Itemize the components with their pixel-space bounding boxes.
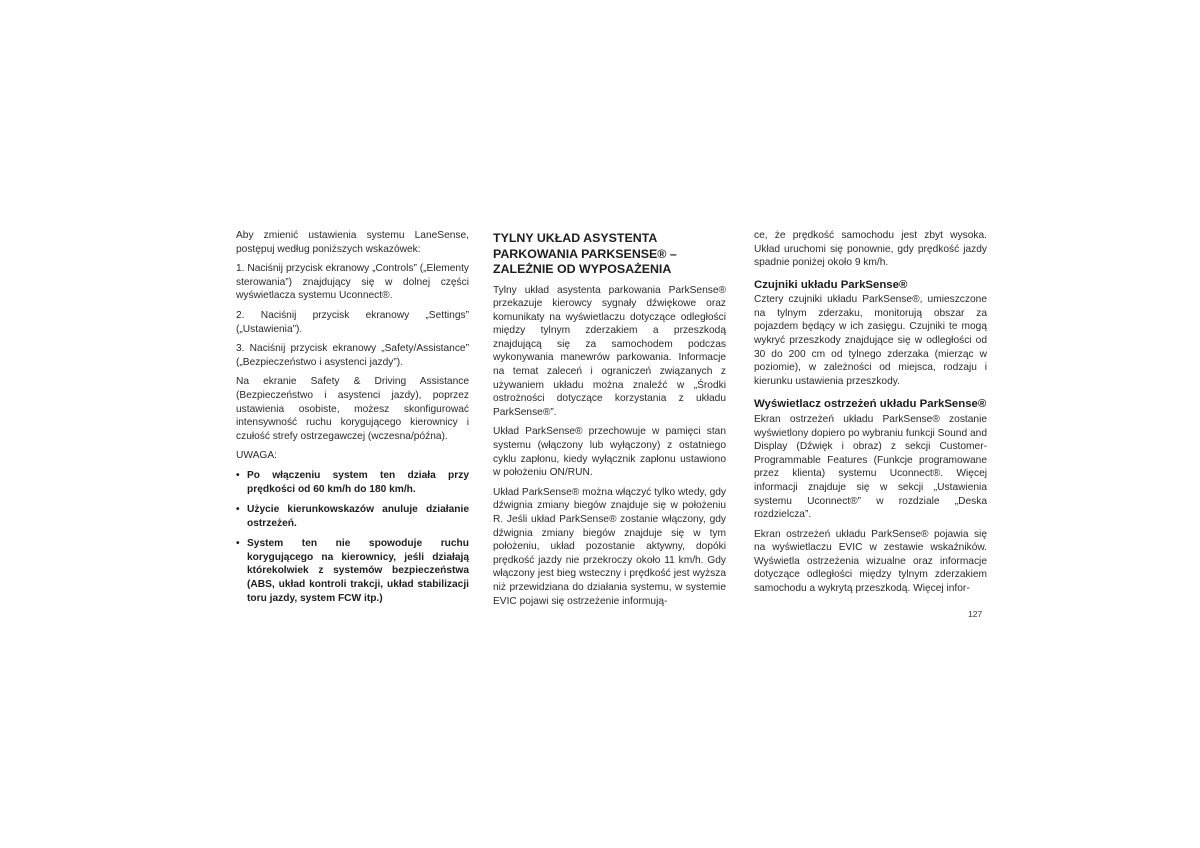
column-right bbox=[754, 229, 987, 602]
note-bullet-list bbox=[236, 469, 469, 605]
settings-paragraph: Na ekranie Safety & Driving Assistance (Bezpieczeństwo i asystenci jazdy), poprzez ustawienia osobiste, możesz skonfigurować intensywność ruchu korygującego kierownicy i czułość strefy ostrzegawczej (wczesna/późna). bbox=[236, 376, 469, 442]
bullet-icon: • bbox=[236, 504, 240, 516]
evic-paragraph: Ekran ostrzeżeń układu ParkSense® pojawia się na wyświetlaczu EVIC w zestawie wskaźników. Wyświetla ostrzeżenia wizualne oraz informacje dotyczące odległości między tylnym zderzakiem samochodu a wykrytą przeszkodą. Więcej infor- bbox=[754, 528, 987, 595]
sensors-paragraph: Cztery czujniki układu ParkSense®, umieszczone na tylnym zderzaku, monitorują obszar za pojazdem będący w ich zasięgu. Czujniki te mogą wykryć przeszkody znajdujące się w odległości od 30 do 200 cm od tylnego zderzaka (mierząc w poziomie), w zależności od miejsca, rodzaju i kierunku ustawienia przeszkody. bbox=[754, 294, 987, 387]
bullet-icon: • bbox=[236, 538, 240, 550]
note-bullet bbox=[236, 469, 469, 496]
step-2: 2. Naciśnij przycisk ekranowy „Settings” („Ustawienia”). bbox=[236, 309, 469, 335]
intro-paragraph: Aby zmienić ustawienia systemu LaneSense, postępuj według poniższych wskazówek: bbox=[236, 230, 469, 255]
parksense-memory: Układ ParkSense® przechowuje w pamięci stan systemu (włączony lub wyłączony) z ostatniego cyklu zapłonu, kiedy wyłącznik zapłonu ustawiono w położeniu ON/RUN. bbox=[493, 426, 726, 479]
parksense-activation: Układ ParkSense® można włączyć tylko wtedy, gdy dźwignia zmiany biegów znajduje się w położeniu R. Jeśli układ ParkSense® zostanie włączony, gdy dźwignia zmiany biegów znajduje się w tym położeniu, układ pozostanie aktywny, dopóki prędkość jazdy nie przekroczy około 11 km/h. Gdy włączony jest bieg wsteczny i prędkość jest wyższa niż przewidziana do działania systemu, w systemie EVIC pojawi się ostrzeżenie informują- bbox=[493, 486, 726, 607]
step-3: 3. Naciśnij przycisk ekranowy „Safety/Assistance” („Bezpieczeństwo i asystenci jazdy”). bbox=[236, 343, 469, 368]
note-bullet bbox=[236, 503, 469, 530]
note-bullet-text: Użycie kierunkowskazów anuluje działanie ostrzeżeń. bbox=[247, 504, 469, 529]
page-number: 127 bbox=[968, 609, 983, 619]
column-left bbox=[236, 229, 469, 612]
warning-display-paragraph: Ekran ostrzeżeń układu ParkSense® zostanie wyświetlony dopiero po wybraniu funkcji Sound and Display (Dźwięk i obraz) z sekcji Customer-Programmable Features (Funkcje programowane przez klienta) systemu Uconnect®. Więcej informacji znajduje się w sekcji „Ustawienia systemu Uconnect®” w rozdziale „Deska rozdzielcza”. bbox=[754, 413, 987, 521]
subheading-warning-display: Wyświetlacz ostrzeżeń układu ParkSense® bbox=[754, 398, 987, 411]
parksense-intro: Tylny układ asystenta parkowania ParkSense® przekazuje kierowcy sygnały dźwiękowe oraz komunikaty na wyświetlaczu dotyczące odległości między tylnym zderzakiem a przeszkodą znajdującą się za samochodem podczas wykonywania manewrów parkowania. Informacje na temat zaleceń i ograniczeń związanych z używaniem układu można znaleźć w „Środki ostrożności dotyczące korzystania z układu ParkSense®”. bbox=[493, 284, 726, 418]
bullet-icon: • bbox=[236, 469, 240, 481]
subheading-sensors: Czujniki układu ParkSense® bbox=[754, 278, 908, 291]
note-bullet-text: Po włączeniu system ten działa przy prędkości od 60 km/h do 180 km/h. bbox=[247, 469, 469, 495]
section-heading: TYLNY UKŁAD ASYSTENTA PARKOWANIA PARKSENSE® – ZALEŻNIE OD WYPOSAŻENIA bbox=[493, 231, 677, 276]
note-bullet bbox=[236, 537, 469, 605]
note-bullet-text: System ten nie spowoduje ruchu korygującego na kierownicy, jeśli działają którekolwiek z systemów bezpieczeństwa (ABS, układ kontroli trakcji, układ stabilizacji toru jazdy, system FCW itp.) bbox=[247, 538, 469, 604]
continued-paragraph: ce, że prędkość samochodu jest zbyt wysoka. Układ uruchomi się ponownie, gdy prędkość jazdy spadnie poniżej około 9 km/h. bbox=[754, 230, 987, 269]
column-middle bbox=[493, 229, 726, 614]
note-label: UWAGA: bbox=[236, 450, 277, 462]
step-1: 1. Naciśnij przycisk ekranowy „Controls” („Elementy sterowania”) znajdujący się w dolnej części wyświetlacza systemu Uconnect®. bbox=[236, 263, 469, 302]
